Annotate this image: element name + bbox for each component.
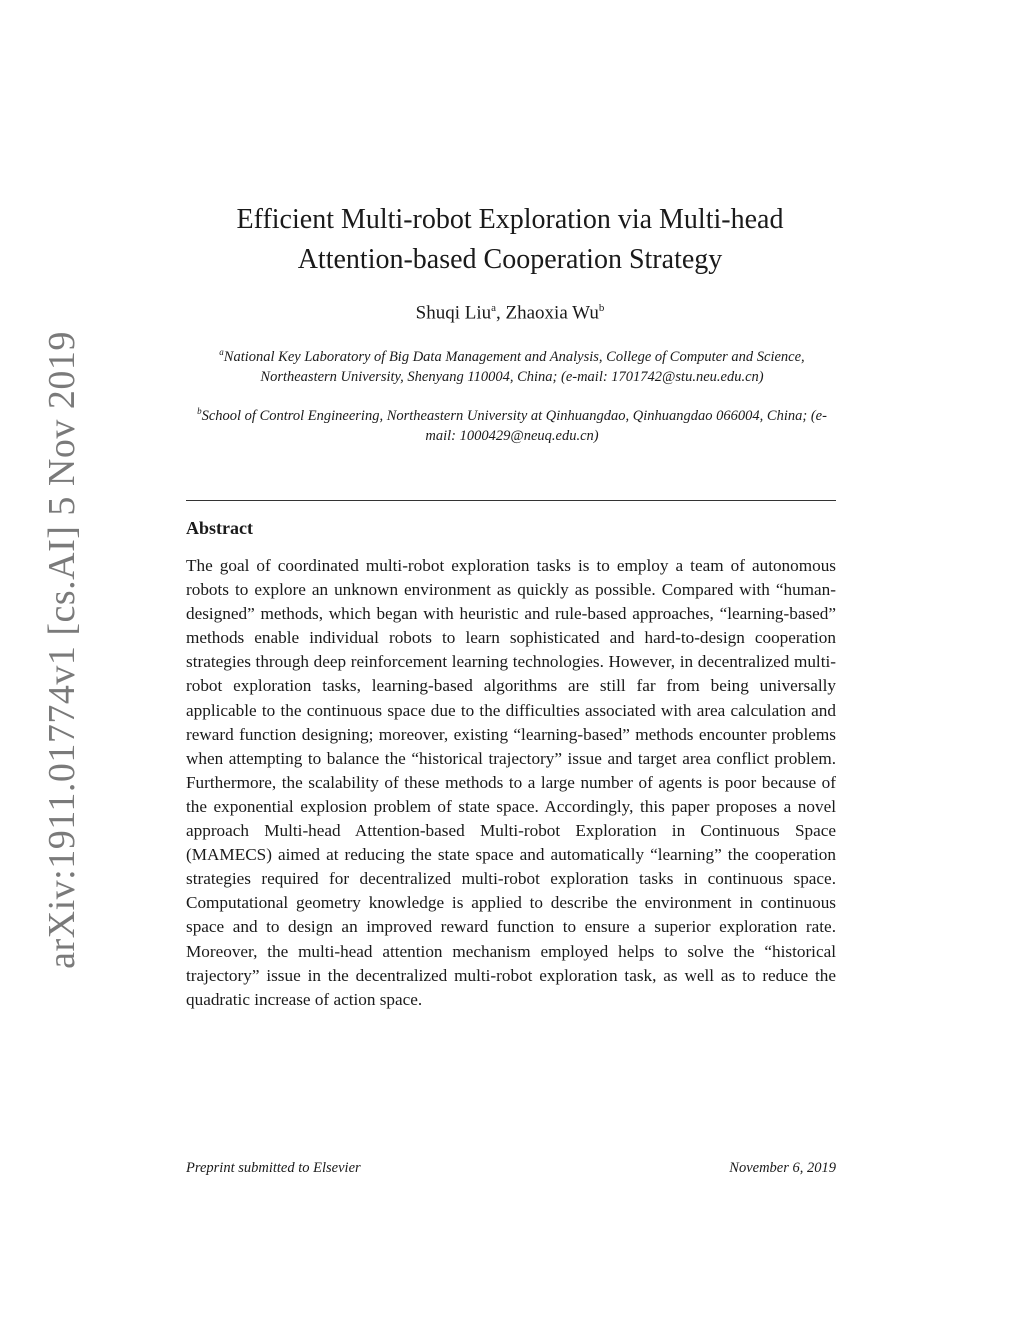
affiliation-text: National Key Laboratory of Big Data Management and Analysis, College of Computer and Science, Northeastern University, Shenyang 110004, China; (e-mail: 1701742@stu.neu.edu.cn) <box>223 348 805 385</box>
affiliation-mark: a <box>491 302 497 314</box>
affiliation-mark: a <box>219 347 224 357</box>
author-separator: , <box>496 302 506 324</box>
title-line-1: Efficient Multi-robot Exploration via Multi-head <box>236 204 784 235</box>
affiliation-a <box>186 342 838 387</box>
title-line-2: Attention-based Cooperation Strategy <box>297 244 723 275</box>
author-name: Shuqi Liu <box>415 302 492 324</box>
date-note: November 6, 2019 <box>729 1160 836 1176</box>
preprint-note: Preprint submitted to Elsevier <box>186 1160 361 1176</box>
affiliation-b <box>186 401 838 446</box>
affiliation-text: School of Control Engineering, Northeastern University at Qinhuangdao, Qinhuangdao 066004, China; (e-mail: 1000429@neuq.edu.cn) <box>201 407 827 444</box>
affiliation-mark: b <box>598 302 605 314</box>
arxiv-identifier-stamp: arXiv:1911.01774v1 [cs.AI] 5 Nov 2019 <box>41 331 83 969</box>
affiliation-mark: b <box>197 406 202 416</box>
paper-title <box>180 200 840 280</box>
abstract-body: The goal of coordinated multi-robot exploration tasks is to employ a team of autonomous robots to explore an unknown environment as quickly as possible. Compared with “human-designed” methods, which began with heuristic and rule-based approaches, “learning-based” methods enable individual robots to learn sophisticated and hard-to-design cooperation strategies through deep reinforcement learning technologies. However, in decentralized multi-robot exploration tasks, learning-based algorithms are still far from being universally applicable to the continuous space due to the difficulties associated with area calculation and reward function designing; moreover, existing “learning-based” methods encounter problems when attempting to balance the “historical trajectory” issue and target area conflict problem. Furthermore, the scalability of these methods to a large number of agents is poor because of the exponential explosion problem of state space. Accordingly, this paper proposes a novel approach Multi-head Attention-based Multi-robot Exploration in Continuous Space (MAMECS) aimed at reducing the state space and automatically “learning” the cooperation strategies required for decentralized multi-robot exploration tasks in continuous space. Computational geometry knowledge is applied to describe the environment in continuous space and to design an improved reward function to ensure a superior exploration rate. Moreover, the multi-head attention mechanism employed helps to solve the “historical trajectory” issue in the decentralized multi-robot exploration task, as well as to reduce the quadratic increase of action space. <box>186 556 836 1009</box>
author-name: Zhaoxia Wu <box>505 302 599 324</box>
author-list <box>180 302 840 324</box>
abstract-heading: Abstract <box>186 518 253 538</box>
horizontal-rule <box>186 500 836 501</box>
